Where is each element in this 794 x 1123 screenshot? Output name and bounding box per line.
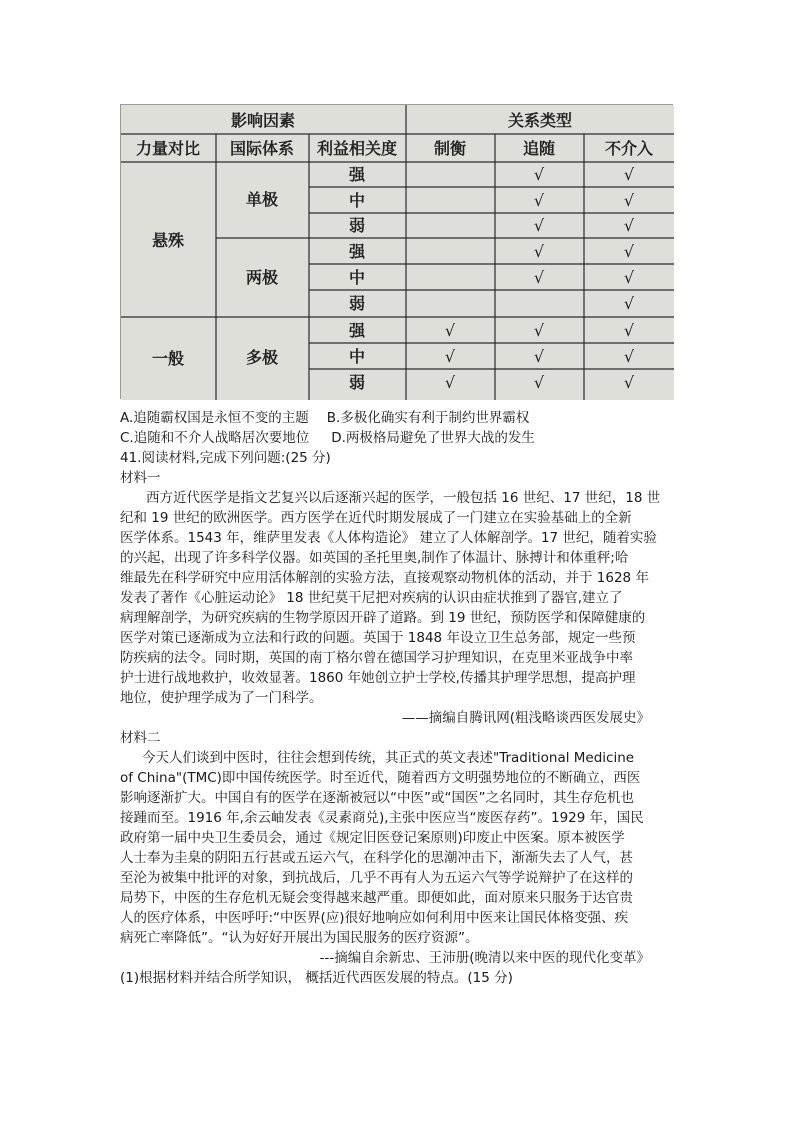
material2-label: 材料二 [120, 730, 161, 746]
power-cell: 一般 [151, 351, 185, 368]
options-row [120, 408, 680, 428]
material1-line: 病理解剖学，为研究疾病的生物学原因开辟了道路。到 19 世纪，预防医学和保障健康的 [120, 610, 646, 626]
interest-cell: 弱 [348, 218, 366, 235]
system-cell: 单极 [245, 192, 279, 209]
question-1: (1)根据材料并结合所学知识， 概括近代西医发展的特点。(15 分) [120, 970, 513, 986]
question-body [120, 408, 680, 988]
power-cell: 悬殊 [151, 233, 185, 250]
material1-source: ——摘编自腾讯网(粗浅略谈西医发展史》 [401, 710, 650, 726]
check-mark: √ [533, 347, 545, 366]
interest-cell: 强 [348, 323, 366, 340]
option-d: D.两极格局避免了世界大战的发生 [331, 430, 535, 446]
interest-cell: 弱 [348, 296, 366, 313]
material1-line: 发表了著作《心脏运动论》 18 世纪莫干尼把对疾病的认识由症状推到了器官,建立了 [120, 590, 623, 606]
check-mark: √ [623, 347, 635, 366]
material1-line: 防疾病的法令。同时期，英国的南丁格尔曾在德国学习护理知识，在克里米亚战争中率 [120, 650, 633, 666]
interest-cell: 中 [348, 193, 366, 210]
col-noninterv: 不介入 [604, 141, 654, 158]
material1-line: 地位，使护理学成为了一门科学。 [120, 690, 323, 706]
check-mark: √ [533, 321, 545, 340]
option-c: C.追随和不介人战略居次要地位 [120, 430, 310, 446]
interest-cell: 强 [348, 244, 366, 261]
col-system: 国际体系 [229, 141, 295, 158]
material2-line: 人的医疗体系，中医呼吁:“中医界(应)很好地响应如何利用中医来让国民体格变强、疾 [120, 910, 629, 926]
options-row [120, 428, 680, 448]
material1-line: 西方近代医学是指文艺复兴以后逐渐兴起的医学，一般包括 16 世纪、17 世纪，18 世 [146, 490, 661, 506]
option-b: B.多极化确实有利于制约世界霸权 [326, 410, 530, 426]
system-cell: 多极 [245, 350, 279, 367]
check-mark: √ [533, 242, 545, 261]
material2-line: 局势下，中医的生存危机无疑会变得越来越严重。即便如此，面对原来只服务于达官贵 [120, 890, 633, 906]
check-mark: √ [444, 347, 456, 366]
material1-line: 医学对策已逐渐成为立法和行政的问题。英国于 1848 年设立卫生总务部，规定一些预 [120, 630, 636, 646]
material2-line: 至沦为被集中批评的对象，到抗战后，几乎不再有人为五运六气等学说辩护了在这样的 [120, 870, 633, 886]
material2-line: 政府第一届中央卫生委员会，通过《规定旧医登记案原则)印废止中医案。原本被医学 [120, 830, 625, 846]
check-mark: √ [623, 242, 635, 261]
interest-cell: 中 [348, 349, 366, 366]
table-photo [120, 104, 673, 399]
interest-cell: 弱 [348, 375, 366, 392]
question-title: 41.阅读材料,完成下列问题:(25 分) [120, 450, 331, 466]
policy-relation-table [121, 105, 674, 400]
check-mark: √ [444, 321, 456, 340]
check-mark: √ [533, 165, 545, 184]
check-mark: √ [623, 373, 635, 392]
header-factors: 影响因素 [230, 113, 296, 130]
material2-line: 病死亡率降低”。“认为好好开展出为国民服务的医疗资源”。 [120, 930, 479, 946]
col-power: 力量对比 [135, 141, 201, 158]
check-mark: √ [623, 165, 635, 184]
material1-line: 纪和 19 世纪的欧洲医学。西方医学在近代时期发展成了一门建立在实验基础上的全新 [120, 510, 632, 526]
material2-line: 人士奉为圭臬的阴阳五行甚或五运六气，在科学化的思潮冲击下，渐渐失去了人气，甚 [120, 850, 633, 866]
check-mark: √ [533, 191, 545, 210]
check-mark: √ [623, 216, 635, 235]
material2-line: 影响逐渐扩大。中国自有的医学在逐渐被冠以“中医”或“国医”之名同时，其生存危机也 [120, 790, 634, 806]
check-mark: √ [533, 216, 545, 235]
material2-line: of China"(TMC)即中国传统医学。时至近代，随着西方文明强势地位的不断确立，西医 [120, 770, 641, 786]
material1-label: 材料一 [120, 470, 161, 486]
check-mark: √ [623, 191, 635, 210]
system-cell: 两极 [245, 270, 279, 287]
col-interest: 利益相关度 [316, 141, 398, 158]
check-mark: √ [623, 321, 635, 340]
material1-line: 维最先在科学研究中应用活体解剖的实验方法，直接观察动物机体的活动，并于 1628 年 [120, 570, 649, 586]
col-follow: 追随 [522, 141, 556, 158]
material1-line: 护士进行战地救护，收效显著。1860 年她创立护士学校,传播其护理学思想，提高护理 [120, 670, 636, 686]
interest-cell: 中 [348, 270, 366, 287]
check-mark: √ [533, 268, 545, 287]
check-mark: √ [444, 373, 456, 392]
check-mark: √ [533, 373, 545, 392]
material2-line: 接踵而至。1916 年,余云岫发表《灵素商兑),主张中医应当“废医存药”。1929 年，国民 [120, 810, 644, 826]
material2-source: ---摘编自余新忠、王沛册(晚清以来中医的现代化变革》 [319, 950, 650, 966]
material1-line: 的兴起，出现了许多科学仪器。如英国的圣托里奥,制作了体温计、脉搏计和体重秤;哈 [120, 550, 629, 566]
check-mark: √ [623, 294, 635, 313]
option-a: A.追随霸权国是永恒不变的主题 [120, 410, 309, 426]
check-mark: √ [623, 268, 635, 287]
col-balance: 制衡 [433, 141, 467, 158]
material2-line: 今天人们谈到中医时，往往会想到传统，其正式的英文表述"Traditional Medicine [142, 750, 635, 766]
material1-line: 医学体系。1543 年，维萨里发表《人体构造论》 建立了人体解剖学。17 世纪，随着实验 [120, 530, 657, 546]
interest-cell: 强 [348, 167, 366, 184]
header-relation: 关系类型 [507, 113, 573, 130]
